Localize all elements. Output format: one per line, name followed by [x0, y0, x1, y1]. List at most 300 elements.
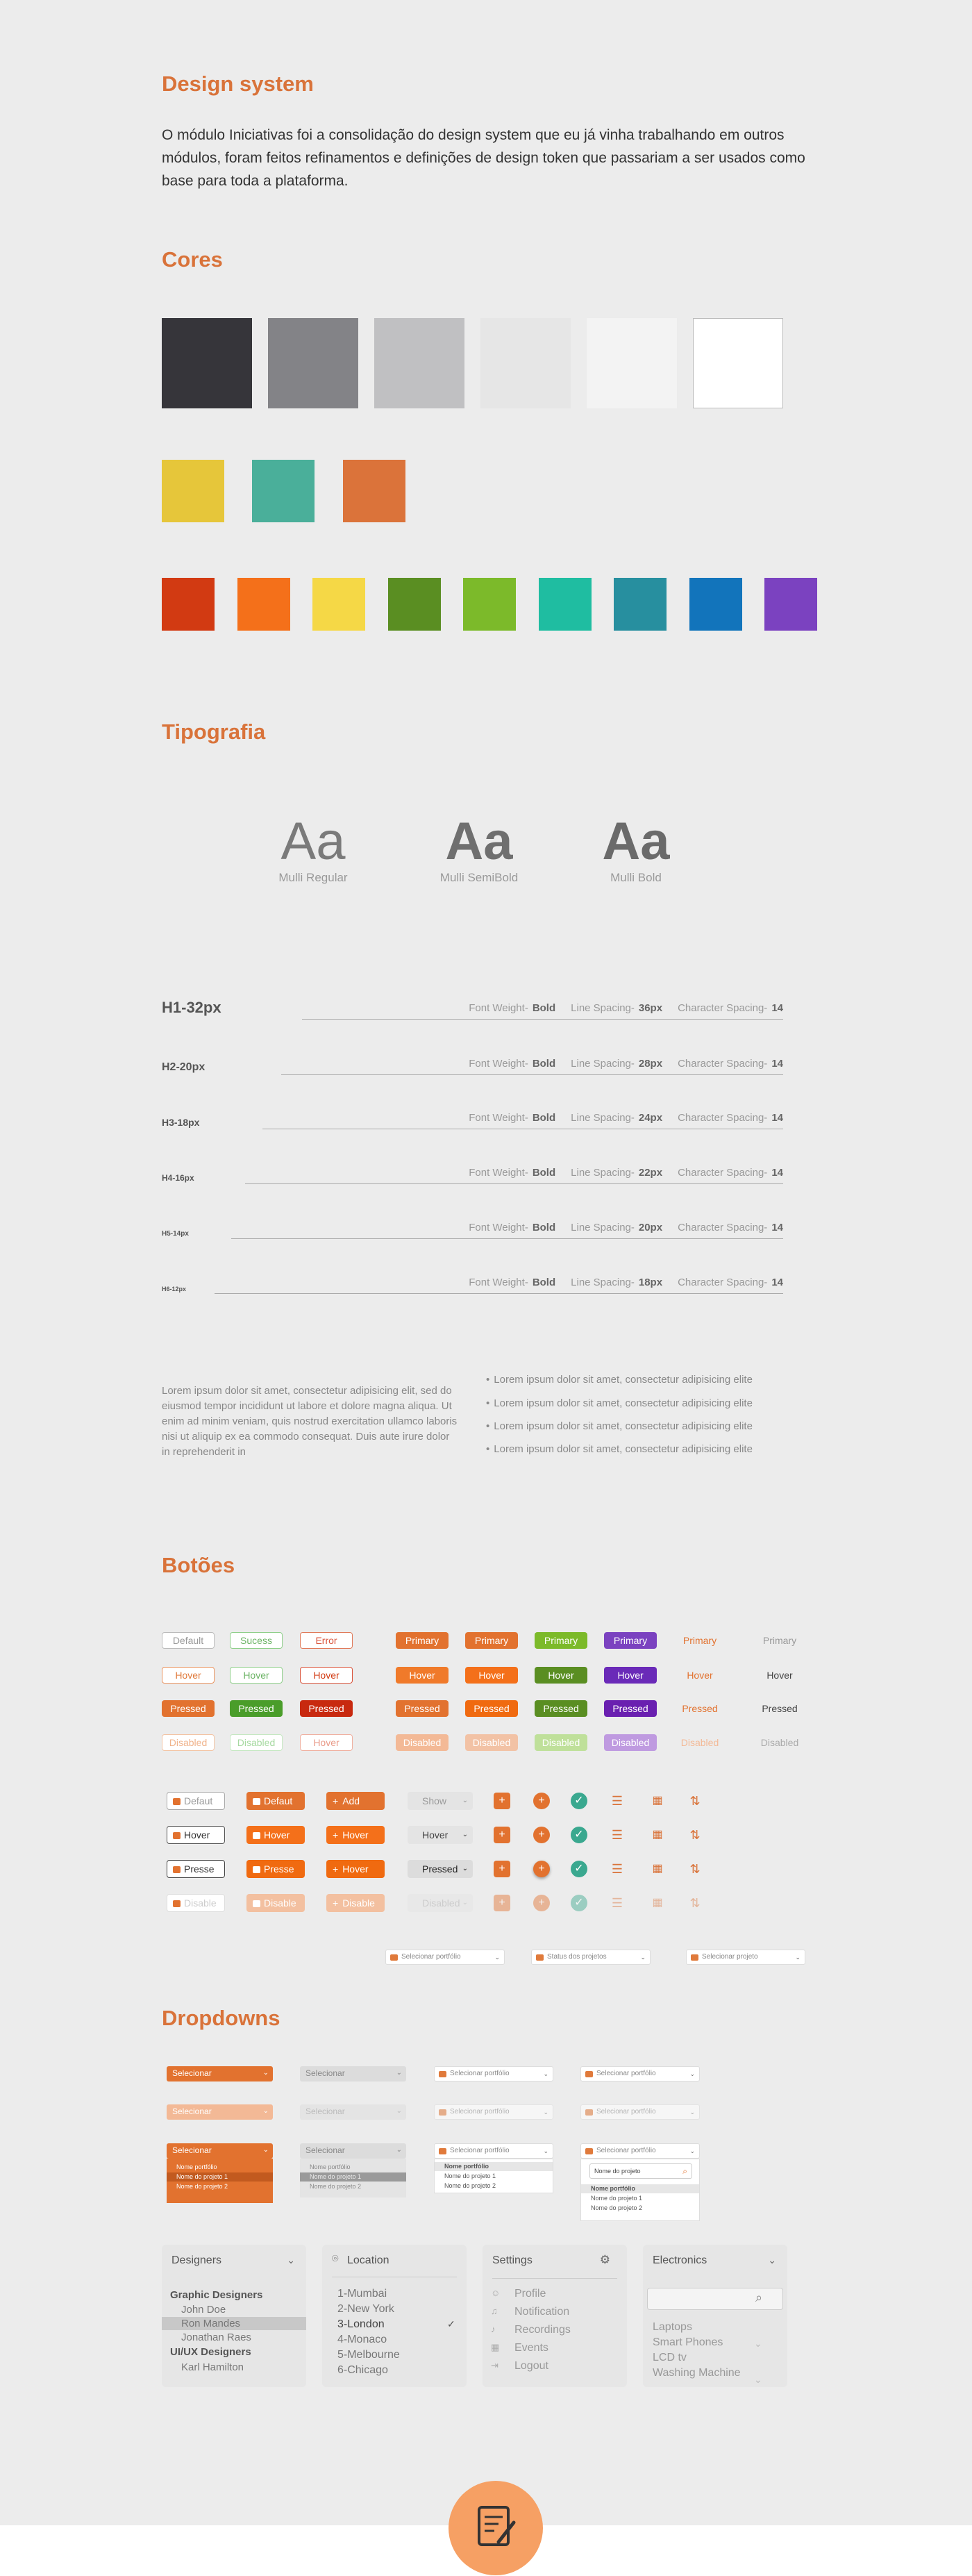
select-label: Pressed: [422, 1863, 458, 1875]
select-dropdown[interactable]: [385, 1950, 505, 1965]
heading-meta: [469, 1058, 783, 1070]
dropdown-label: Selecionar: [305, 2068, 345, 2078]
dropdown-option[interactable]: Nome do projeto 2: [176, 2183, 228, 2190]
search-value: Nome do projeto: [594, 2168, 641, 2175]
search-icon[interactable]: ⌕: [682, 2166, 687, 2176]
meta-label: Font Weight-: [469, 1002, 528, 1014]
dropdown-option[interactable]: Nome do projeto 2: [310, 2183, 362, 2190]
menu-item-notification[interactable]: Notification: [514, 2306, 570, 2318]
portfolio-dropdown[interactable]: [434, 2104, 553, 2120]
dropdown-option[interactable]: Nome do projeto 1: [444, 2172, 496, 2179]
sort-icon[interactable]: ⇅: [689, 1896, 701, 1910]
button[interactable]: Hover: [230, 1667, 283, 1684]
heading-label: H5-14px: [162, 1230, 189, 1238]
meta-label: Line Spacing-: [571, 1002, 635, 1014]
meta-label: Character Spacing-: [678, 1058, 768, 1070]
calendar-icon[interactable]: ▦: [652, 1863, 663, 1875]
check-circle-button[interactable]: ✓: [571, 1895, 587, 1911]
meta-value: Bold: [532, 1112, 556, 1124]
meta-value: 14: [771, 1112, 783, 1124]
dropdown-label: Selecionar: [172, 2145, 212, 2155]
document-edit-icon: [449, 2481, 543, 2575]
icon-button[interactable]: [167, 1826, 225, 1844]
meta-value: 22px: [638, 1167, 663, 1179]
meta-label: Character Spacing-: [678, 1002, 768, 1014]
button[interactable]: Primary: [762, 1635, 797, 1646]
meta-label: Character Spacing-: [678, 1112, 768, 1124]
divider: [215, 1293, 783, 1294]
chevron-down-icon[interactable]: ⌄: [287, 2254, 295, 2266]
location-header[interactable]: Location: [347, 2254, 389, 2266]
list-item[interactable]: 1-Mumbai: [337, 2288, 387, 2300]
meta-value: Bold: [532, 1002, 556, 1014]
button[interactable]: Pressed: [682, 1703, 718, 1714]
add-button[interactable]: [326, 1792, 385, 1810]
button[interactable]: Hover: [396, 1667, 449, 1684]
mic-icon: ♪: [491, 2324, 496, 2334]
menu-item-logout[interactable]: Logout: [514, 2360, 548, 2372]
portfolio-dropdown[interactable]: [434, 2066, 553, 2081]
heading-meta: [469, 1222, 783, 1233]
button[interactable]: Hover: [465, 1667, 518, 1684]
menu-item-profile[interactable]: Profile: [514, 2288, 546, 2300]
icon-button[interactable]: [246, 1860, 305, 1878]
dropdown-menu: [167, 2159, 273, 2203]
electronics-header[interactable]: Electronics: [653, 2254, 707, 2266]
show-select[interactable]: [408, 1826, 473, 1844]
brand-color-swatch: [162, 460, 224, 522]
plus-square-button[interactable]: +: [494, 1827, 510, 1843]
button[interactable]: Default: [162, 1632, 215, 1649]
select-label: Show: [422, 1795, 447, 1806]
button[interactable]: Disabled: [230, 1734, 283, 1751]
button[interactable]: Hover: [535, 1667, 587, 1684]
chevron-down-icon[interactable]: ⌄: [768, 2254, 776, 2266]
list-item[interactable]: Washing Machine: [653, 2367, 741, 2379]
color-swatch: [693, 318, 783, 408]
chevron-down-icon: ⌄: [262, 2146, 269, 2154]
intro-text: O módulo Iniciativas foi a consolidação do design system que eu já vinha trabalhando em outros módulos, foram feitos refinamentos e definições de design token que passariam a ser usados como base para toda a plataforma.: [162, 127, 805, 189]
dropdown-option[interactable]: Nome do projeto 2: [444, 2182, 496, 2189]
list-item[interactable]: Jonathan Raes: [181, 2332, 251, 2343]
button[interactable]: Primary: [535, 1632, 587, 1649]
select-label: Hover: [422, 1829, 449, 1840]
paragraph-sample: Lorem ipsum dolor sit amet, consectetur adipisicing elit, sed do eiusmod tempor incididunt ut labore et dolore magna aliqua. Ut enim ad minim veniam, quis nostrud exercitation ullamco laboris nisi ut aliquip ex ea commodo consequat. Duis aute irure dolor in reprehenderit in: [162, 1385, 458, 1458]
buttons-title: Botões: [162, 1553, 235, 1577]
dropdown-option[interactable]: Nome portfólio: [176, 2163, 217, 2170]
heading-label: H2-20px: [162, 1061, 206, 1073]
button[interactable]: Pressed: [465, 1700, 518, 1717]
button-label: Hover: [264, 1829, 290, 1840]
button-label: Disable: [342, 1897, 375, 1909]
dropdown-option[interactable]: Nome portfólio: [310, 2163, 351, 2170]
plus-circle-button[interactable]: +: [533, 1827, 550, 1843]
heading-label: H3-18px: [162, 1117, 200, 1128]
chevron-down-icon: ⌄: [396, 2146, 402, 2154]
chevron-down-icon: ⌄: [396, 2069, 402, 2077]
meta-label: Line Spacing-: [571, 1222, 635, 1233]
sort-icon[interactable]: ⇅: [689, 1794, 701, 1808]
button[interactable]: Disabled: [535, 1734, 587, 1751]
user-icon: ☺: [491, 2288, 501, 2298]
folder-icon: [691, 1954, 698, 1961]
settings-header[interactable]: Settings: [492, 2254, 533, 2266]
meta-label: Character Spacing-: [678, 1222, 768, 1233]
chevron-down-icon: ⌄: [543, 2070, 548, 2077]
list-item[interactable]: 2-New York: [337, 2303, 394, 2315]
plus-square-button[interactable]: +: [494, 1895, 510, 1911]
button[interactable]: Hover: [300, 1734, 353, 1751]
folder-icon: [585, 2109, 593, 2116]
list-item[interactable]: Laptops: [653, 2321, 692, 2333]
dropdown-menu: [434, 2159, 553, 2193]
chevron-down-icon[interactable]: ⌄: [754, 2338, 762, 2349]
button-label: Defaut: [264, 1795, 293, 1806]
meta-value: 14: [771, 1222, 783, 1233]
button-label: Disable: [184, 1897, 217, 1909]
group-label: Graphic Designers: [170, 2289, 263, 2301]
list-item[interactable]: Karl Hamilton: [181, 2361, 244, 2373]
tag-icon: [173, 1798, 181, 1805]
meta-label: Line Spacing-: [571, 1058, 635, 1070]
chevron-down-icon: ⌄: [262, 2107, 269, 2115]
list-item[interactable]: John Doe: [181, 2304, 226, 2316]
heading-spec-row: [162, 992, 783, 1020]
list-item[interactable]: LCD tv: [653, 2352, 687, 2363]
button-label: Presse: [264, 1863, 294, 1875]
folder-icon: [439, 2148, 446, 2154]
designers-panel: [162, 2245, 306, 2387]
search-icon[interactable]: ⌕: [755, 2291, 763, 2304]
search-input[interactable]: [589, 2163, 692, 2179]
meta-label: Line Spacing-: [571, 1112, 635, 1124]
palette-swatch: [237, 578, 290, 631]
list-item[interactable]: Ron Mandes: [181, 2318, 241, 2329]
plus-circle-button[interactable]: +: [533, 1793, 550, 1809]
meta-label: Font Weight-: [469, 1222, 528, 1233]
location-pin-icon: ⌾: [332, 2253, 339, 2265]
tag-icon: [173, 1900, 181, 1907]
icon-button[interactable]: [167, 1792, 225, 1810]
sort-icon[interactable]: ⇅: [689, 1862, 701, 1876]
button[interactable]: Pressed: [230, 1700, 283, 1717]
dropdown-label: Selecionar portfólio: [596, 2070, 656, 2077]
bell-icon: ♫: [491, 2306, 498, 2316]
meta-value: Bold: [532, 1058, 556, 1070]
dropdowns-title: Dropdowns: [162, 2006, 280, 2030]
list-item[interactable]: 6-Chicago: [337, 2364, 388, 2376]
button[interactable]: Hover: [687, 1670, 713, 1681]
palette-swatch: [614, 578, 667, 631]
palette-swatch: [689, 578, 742, 631]
font-specimen-bold: Aa Mulli Bold: [602, 812, 670, 884]
plus-icon: +: [333, 1863, 339, 1875]
tag-icon: [173, 1832, 181, 1839]
color-swatch: [374, 318, 464, 408]
calendar-icon[interactable]: ▦: [652, 1829, 663, 1840]
plus-icon: +: [333, 1897, 339, 1909]
meta-value: 28px: [638, 1058, 663, 1070]
portfolio-dropdown[interactable]: [434, 2143, 553, 2159]
heading-spec-row: [162, 1102, 783, 1129]
icon-button[interactable]: [167, 1860, 225, 1878]
meta-value: Bold: [532, 1277, 556, 1288]
meta-label: Font Weight-: [469, 1277, 528, 1288]
heading-spec-row: [162, 1047, 783, 1075]
sliders-icon[interactable]: ☰: [611, 1828, 623, 1842]
meta-value: 14: [771, 1002, 783, 1014]
button[interactable]: Hover: [766, 1670, 793, 1681]
icon-button[interactable]: [167, 1894, 225, 1912]
plus-square-button[interactable]: +: [494, 1793, 510, 1809]
dropdown-label: Selecionar portfólio: [596, 2108, 656, 2116]
folder-icon: [439, 2109, 446, 2116]
calendar-icon[interactable]: ▦: [652, 1795, 663, 1806]
divider: [245, 1183, 783, 1184]
button-label: Defaut: [184, 1795, 213, 1806]
electronics-panel: [643, 2245, 787, 2387]
dropdown-label: Selecionar portfólio: [596, 2147, 656, 2154]
gear-icon[interactable]: ⚙: [599, 2253, 610, 2266]
dropdown-label: Selecionar portfólio: [450, 2108, 510, 2116]
button[interactable]: Primary: [682, 1635, 717, 1646]
palette-swatch: [764, 578, 817, 631]
group-label: UI/UX Designers: [170, 2346, 251, 2358]
calendar-icon: ▦: [491, 2342, 500, 2352]
icon-button[interactable]: [246, 1792, 305, 1810]
meta-label: Font Weight-: [469, 1167, 528, 1179]
dropdown-option[interactable]: Nome do projeto 1: [167, 2172, 273, 2182]
button[interactable]: Primary: [465, 1632, 518, 1649]
font-specimen-semibold: Aa Mulli SemiBold: [439, 812, 519, 884]
heading-label: H6-12px: [162, 1286, 187, 1293]
sliders-icon[interactable]: ☰: [611, 1896, 623, 1910]
folder-icon: [585, 2148, 593, 2154]
meta-value: 20px: [638, 1222, 663, 1233]
plus-icon: +: [333, 1795, 339, 1806]
portfolio-dropdown[interactable]: [580, 2104, 700, 2120]
heading-label: H4-16px: [162, 1173, 194, 1183]
selecionar-dropdown-grey[interactable]: [300, 2104, 406, 2120]
meta-value: 14: [771, 1058, 783, 1070]
heading-spec-row: [162, 1266, 783, 1294]
dropdown-label: Selecionar portfólio: [450, 2147, 510, 2154]
selecionar-dropdown[interactable]: [167, 2143, 273, 2159]
typography-title: Tipografia: [162, 720, 266, 744]
document-edit-button[interactable]: [449, 2481, 543, 2575]
button-label: Hover: [342, 1863, 369, 1875]
button[interactable]: Disabled: [162, 1734, 215, 1751]
folder-icon: [585, 2071, 593, 2077]
button[interactable]: Disabled: [396, 1734, 449, 1751]
chevron-down-icon: ⌄: [462, 1831, 468, 1838]
divider: [302, 1019, 783, 1020]
font-specimen-regular: Aa Mulli Regular: [278, 812, 348, 884]
chevron-down-icon[interactable]: ⌄: [754, 2374, 762, 2385]
button[interactable]: Sucess: [230, 1632, 283, 1649]
check-circle-button[interactable]: ✓: [571, 1827, 587, 1843]
show-select[interactable]: [408, 1792, 473, 1810]
check-icon: ✓: [447, 2318, 455, 2329]
heading-meta: [469, 1277, 783, 1288]
plus-square-button[interactable]: +: [494, 1861, 510, 1877]
dropdown-menu: [300, 2159, 406, 2197]
portfolio-dropdown[interactable]: [580, 2066, 700, 2081]
chevron-down-icon: ⌄: [462, 1899, 468, 1906]
button[interactable]: Pressed: [396, 1700, 449, 1717]
folder-icon: [439, 2071, 446, 2077]
list-item[interactable]: 4-Monaco: [337, 2334, 387, 2345]
select-dropdown[interactable]: [686, 1950, 805, 1965]
color-swatch: [162, 318, 252, 408]
heading-meta: [469, 1002, 783, 1014]
heading-spec-row: [162, 1156, 783, 1184]
chevron-down-icon: ⌄: [689, 2070, 695, 2077]
button-label: Hover: [184, 1829, 210, 1840]
sort-icon[interactable]: ⇅: [689, 1828, 701, 1842]
icon-button[interactable]: [246, 1826, 305, 1844]
add-button[interactable]: [326, 1894, 385, 1912]
dropdown-option[interactable]: Nome do projeto 1: [591, 2195, 643, 2202]
meta-value: Bold: [532, 1167, 556, 1179]
show-select[interactable]: [408, 1894, 473, 1912]
chevron-down-icon: ⌄: [262, 2069, 269, 2077]
select-dropdown[interactable]: [531, 1950, 651, 1965]
menu-item-recordings[interactable]: Recordings: [514, 2324, 571, 2336]
settings-panel: [483, 2245, 627, 2387]
button[interactable]: Hover: [162, 1667, 215, 1684]
button[interactable]: Pressed: [604, 1700, 657, 1717]
logout-icon: ⇥: [491, 2360, 498, 2370]
palette-swatch: [539, 578, 592, 631]
button[interactable]: Error: [300, 1632, 353, 1649]
chevron-down-icon: ⌄: [689, 2109, 695, 2116]
meta-value: 36px: [638, 1002, 663, 1014]
button[interactable]: Primary: [604, 1632, 657, 1649]
divider: [231, 1238, 783, 1239]
button[interactable]: Pressed: [535, 1700, 587, 1717]
plus-circle-button[interactable]: +: [533, 1861, 550, 1877]
show-select[interactable]: [408, 1860, 473, 1878]
palette-swatch: [162, 578, 215, 631]
dropdown-label: Selecionar portfólio: [450, 2070, 510, 2077]
tag-icon: [253, 1832, 260, 1839]
button-label: Presse: [184, 1863, 215, 1875]
meta-value: 14: [771, 1277, 783, 1288]
page-title: Design system: [162, 72, 314, 96]
bullet-item: • Lorem ipsum dolor sit amet, consectetur adipisicing elite: [486, 1374, 791, 1386]
button-label: Add: [342, 1795, 360, 1806]
check-circle-button[interactable]: ✓: [571, 1793, 587, 1809]
brand-color-swatch: [252, 460, 315, 522]
location-panel: [322, 2245, 467, 2387]
dropdown-option[interactable]: Nome portfólio: [435, 2162, 553, 2171]
bullet-item: • Lorem ipsum dolor sit amet, consectetur adipisicing elite: [486, 1397, 791, 1409]
chevron-down-icon: ⌄: [795, 1954, 801, 1961]
plus-icon: +: [333, 1829, 339, 1840]
color-swatch: [268, 318, 358, 408]
folder-icon: [390, 1954, 398, 1961]
heading-label: H1-32px: [162, 999, 221, 1016]
dropdown-label: Selecionar: [305, 2106, 345, 2116]
check-circle-button[interactable]: ✓: [571, 1861, 587, 1877]
designers-header[interactable]: Designers: [171, 2254, 222, 2266]
chevron-down-icon: ⌄: [640, 1954, 646, 1961]
colors-title: Cores: [162, 247, 223, 272]
menu-item-events[interactable]: Events: [514, 2342, 548, 2354]
sliders-icon[interactable]: ☰: [611, 1794, 623, 1808]
chevron-down-icon: ⌄: [543, 2109, 548, 2116]
add-button[interactable]: [326, 1826, 385, 1844]
dropdown-label: Selecionar: [172, 2106, 212, 2116]
heading-meta: [469, 1112, 783, 1124]
meta-label: Character Spacing-: [678, 1277, 768, 1288]
add-button[interactable]: [326, 1860, 385, 1878]
dropdown-option[interactable]: Nome portfólio: [581, 2184, 699, 2193]
button[interactable]: Disabled: [604, 1734, 657, 1751]
chevron-down-icon: ⌄: [543, 2147, 548, 2154]
meta-value: 18px: [638, 1277, 663, 1288]
button[interactable]: Pressed: [162, 1700, 215, 1717]
button-label: Hover: [342, 1829, 369, 1840]
search-input[interactable]: [647, 2288, 783, 2310]
meta-label: Font Weight-: [469, 1112, 528, 1124]
divider: [492, 2278, 617, 2279]
dropdown-option[interactable]: Nome do projeto 2: [591, 2204, 643, 2211]
button[interactable]: Hover: [604, 1667, 657, 1684]
palette-swatch: [463, 578, 516, 631]
chevron-down-icon: ⌄: [462, 1797, 468, 1804]
button[interactable]: Disabled: [760, 1737, 799, 1748]
color-swatch: [480, 318, 571, 408]
tag-icon: [173, 1866, 181, 1873]
sliders-icon[interactable]: ☰: [611, 1862, 623, 1876]
selecionar-dropdown[interactable]: [167, 2066, 273, 2081]
selecionar-dropdown[interactable]: [167, 2104, 273, 2120]
meta-label: Line Spacing-: [571, 1277, 635, 1288]
brand-color-swatch: [343, 460, 405, 522]
select-label: Status dos projetos: [547, 1953, 607, 1961]
button[interactable]: Hover: [300, 1667, 353, 1684]
button[interactable]: Pressed: [762, 1703, 798, 1714]
button[interactable]: Primary: [396, 1632, 449, 1649]
plus-circle-button[interactable]: +: [533, 1895, 550, 1911]
meta-value: 14: [771, 1167, 783, 1179]
bullet-item: • Lorem ipsum dolor sit amet, consectetur adipisicing elite: [486, 1443, 791, 1455]
folder-icon: [536, 1954, 544, 1961]
button[interactable]: Pressed: [300, 1700, 353, 1717]
selecionar-dropdown-grey[interactable]: [300, 2143, 406, 2159]
list-item[interactable]: Smart Phones: [653, 2336, 723, 2348]
tag-icon: [253, 1866, 260, 1873]
select-label: Selecionar portfólio: [401, 1953, 461, 1961]
button[interactable]: Disabled: [680, 1737, 719, 1748]
select-label: Selecionar projeto: [702, 1953, 758, 1961]
icon-button[interactable]: [246, 1894, 305, 1912]
meta-label: Character Spacing-: [678, 1167, 768, 1179]
calendar-icon[interactable]: ▦: [652, 1897, 663, 1909]
list-item[interactable]: 5-Melbourne: [337, 2349, 400, 2361]
button[interactable]: Disabled: [465, 1734, 518, 1751]
heading-spec-row: [162, 1211, 783, 1239]
meta-label: Line Spacing-: [571, 1167, 635, 1179]
dropdown-label: Selecionar: [172, 2068, 212, 2078]
meta-label: Font Weight-: [469, 1058, 528, 1070]
selecionar-dropdown-grey[interactable]: [300, 2066, 406, 2081]
portfolio-dropdown[interactable]: [580, 2143, 700, 2159]
dropdown-option[interactable]: Nome do projeto 1: [300, 2172, 406, 2182]
list-item[interactable]: 3-London: [337, 2318, 385, 2330]
